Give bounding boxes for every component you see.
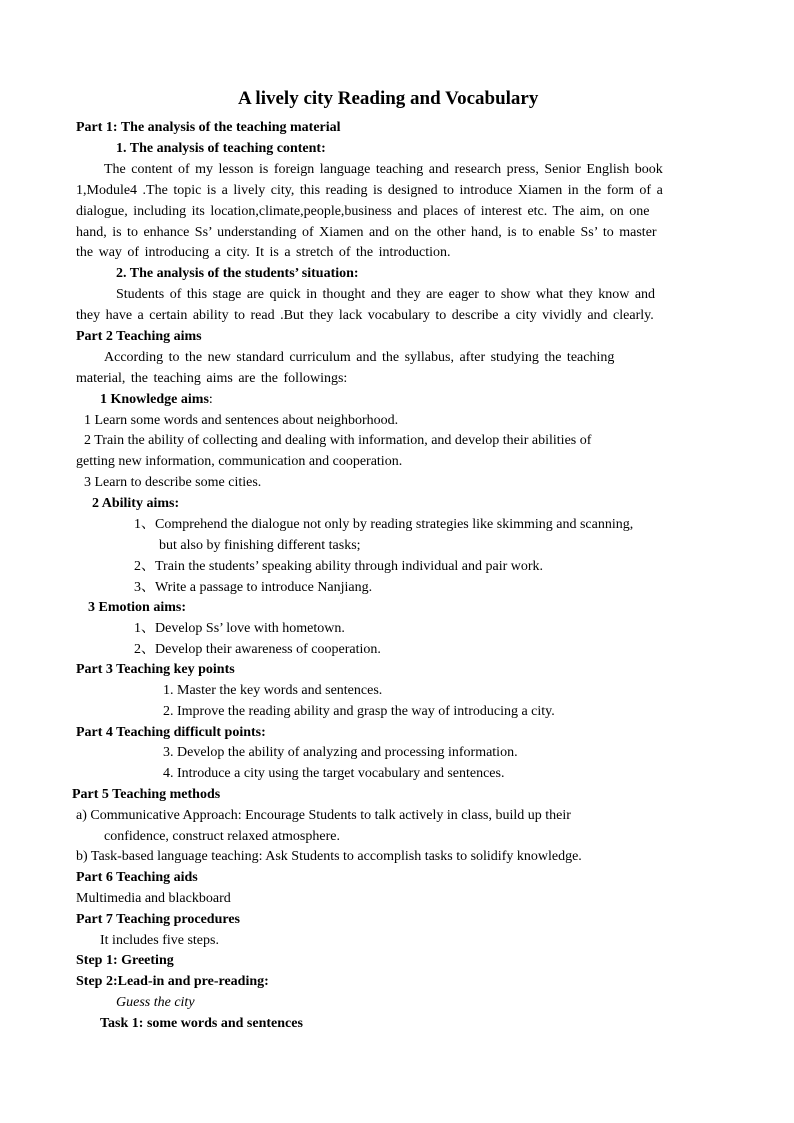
difficult-point-item: 4. Introduce a city using the target vocabulary and sentences. xyxy=(163,766,505,781)
part1-section2-line: Students of this stage are quick in thought and they are eager to show what they know and xyxy=(116,287,656,302)
teaching-aids-text: Multimedia and blackboard xyxy=(76,891,231,906)
knowledge-aim-item: getting new information, communication and cooperation. xyxy=(76,454,403,469)
knowledge-aim-item: 2 Train the ability of collecting and dealing with information, and develop their abilities of xyxy=(84,433,592,448)
key-point-item: 2. Improve the reading ability and grasp the way of introducing a city. xyxy=(163,704,555,719)
step1-heading: Step 1: Greeting xyxy=(76,953,174,968)
key-point-item: 1. Master the key words and sentences. xyxy=(163,683,383,698)
ability-aim-item: 1、Comprehend the dialogue not only by reading strategies like skimming and scanning, xyxy=(134,517,634,532)
emotion-aims-heading: 3 Emotion aims: xyxy=(88,600,186,615)
part2-intro-line: According to the new standard curriculum and the syllabus, after studying the teaching xyxy=(104,350,615,365)
part1-section1-line: dialogue, including its location,climate,people,business and places of interest etc. The aim, on one xyxy=(76,204,650,219)
procedures-intro: It includes five steps. xyxy=(100,933,219,948)
part1-section2-heading: 2. The analysis of the students’ situation: xyxy=(116,266,359,281)
emotion-aim-item: 1、Develop Ss’ love with hometown. xyxy=(134,621,345,636)
step2-heading: Step 2:Lead-in and pre-reading: xyxy=(76,974,269,989)
guess-the-city: Guess the city xyxy=(116,995,195,1010)
knowledge-aims-colon: : xyxy=(208,392,213,407)
part1-section1-line: 1,Module4 .The topic is a lively city, this reading is designed to introduce Xiamen in the form of a xyxy=(76,183,663,198)
ability-aim-item: 2、Train the students’ speaking ability through individual and pair work. xyxy=(134,559,544,574)
part1-heading: Part 1: The analysis of the teaching material xyxy=(76,120,341,135)
part7-heading: Part 7 Teaching procedures xyxy=(76,912,240,927)
method-item: confidence, construct relaxed atmosphere. xyxy=(104,829,340,844)
part2-intro-line: material, the teaching aims are the followings: xyxy=(76,371,348,386)
part2-heading: Part 2 Teaching aims xyxy=(76,329,202,344)
task1-heading: Task 1: some words and sentences xyxy=(100,1016,303,1031)
part1-section1-line: hand, is to enhance Ss’ understanding of Xiamen and on the other hand, is to enable Ss’ to master xyxy=(76,225,657,240)
part1-section2-line: they have a certain ability to read .But they lack vocabulary to describe a city vividly and clearly. xyxy=(76,308,654,323)
part6-heading: Part 6 Teaching aids xyxy=(76,870,198,885)
method-item: b) Task-based language teaching: Ask Students to accomplish tasks to solidify knowledge. xyxy=(76,849,582,864)
part1-section1-line: the way of introducing a city. It is a stretch of the introduction. xyxy=(76,245,451,260)
method-item: a) Communicative Approach: Encourage Students to talk actively in class, build up their xyxy=(76,808,571,823)
knowledge-aims-heading-row xyxy=(100,391,213,409)
part1-section1-line: The content of my lesson is foreign language teaching and research press, Senior English book xyxy=(104,162,663,177)
knowledge-aims-heading: 1 Knowledge aims xyxy=(100,392,209,407)
knowledge-aim-item: 1 Learn some words and sentences about neighborhood. xyxy=(84,413,399,428)
document-title: A lively city Reading and Vocabulary xyxy=(238,88,539,109)
emotion-aim-item: 2、Develop their awareness of cooperation. xyxy=(134,642,381,657)
ability-aims-heading: 2 Ability aims: xyxy=(92,496,180,511)
part4-heading: Part 4 Teaching difficult points: xyxy=(76,725,266,740)
difficult-point-item: 3. Develop the ability of analyzing and processing information. xyxy=(163,745,518,760)
part1-section1-heading: 1. The analysis of teaching content: xyxy=(116,141,326,156)
ability-aim-item: 3、Write a passage to introduce Nanjiang. xyxy=(134,580,373,595)
knowledge-aim-item: 3 Learn to describe some cities. xyxy=(84,475,262,490)
part3-heading: Part 3 Teaching key points xyxy=(76,662,235,677)
part5-heading: Part 5 Teaching methods xyxy=(72,787,221,802)
ability-aim-item: but also by finishing different tasks; xyxy=(159,538,361,553)
